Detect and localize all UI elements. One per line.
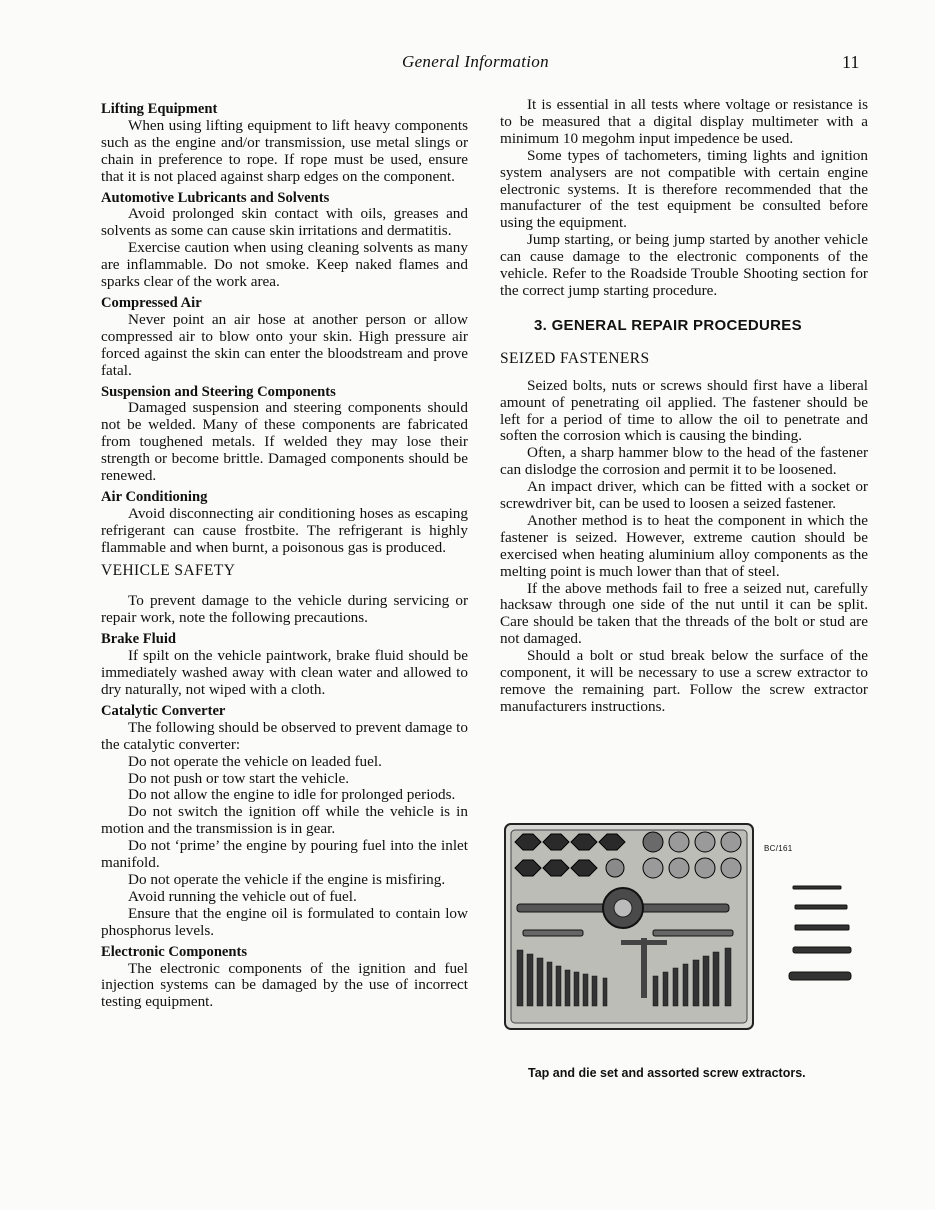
paragraph: Avoid prolonged skin contact with oils, greases and solvents as some can cause skin irritations and dermatitis.: [101, 205, 468, 240]
paragraph: If the above methods fail to free a seized nut, carefully hacksaw through one side of the nut until it can be split. Care should be taken that the threads of the bolt or stud are not damaged.: [500, 579, 868, 648]
section-air-conditioning: [101, 489, 468, 557]
section-brake-fluid: [101, 631, 468, 699]
heading-lubricants: Automotive Lubricants and Solvents: [101, 189, 330, 206]
heading-lifting-equipment: Lifting Equipment: [101, 101, 218, 117]
heading-air-conditioning: Air Conditioning: [101, 488, 208, 505]
paragraph: Do not ‘prime’ the engine by pouring fuel into the inlet manifold.: [101, 837, 468, 872]
heading-compressed-air: Compressed Air: [101, 294, 202, 311]
screw-extractor-set: [789, 886, 851, 980]
section-catalytic-converter: [101, 703, 468, 940]
paragraph: Exercise caution when using cleaning solvents as many are inflammable. Do not smoke. Keep naked flames and sparks clear of the work area.: [101, 239, 468, 291]
tap-and-die-set-figure: [503, 820, 863, 1035]
paragraph: Do not allow the engine to idle for prolonged periods.: [128, 786, 456, 804]
left-column: [101, 101, 468, 1015]
running-title: General Information: [402, 52, 549, 71]
paragraph: Often, a sharp hammer blow to the head of the fastener can dislodge the corrosion and permit it to be loosened.: [500, 444, 868, 479]
paragraph: Should a bolt or stud break below the surface of the component, it will be necessary to use a screw extractor to remove the remaining part. Follow the screw extractor manufacturers instructions.: [500, 647, 868, 715]
page-number: 11: [842, 52, 860, 72]
paragraph: If spilt on the vehicle paintwork, brake fluid should be immediately washed away with clean water and allowed to dry naturally, not wiped with a cloth.: [101, 647, 468, 698]
paragraph: Do not operate the vehicle on leaded fuel.: [128, 752, 382, 770]
section-title-general-repair: 3. GENERAL REPAIR PROCEDURES: [534, 316, 802, 334]
paragraph: Jump starting, or being jump started by another vehicle can cause damage to the electronic components of the vehicle. Refer to the Roadside Trouble Shooting section for the correct jump starting procedure.: [500, 231, 868, 299]
paragraph: Ensure that the engine oil is formulated to contain low phosphorus levels.: [101, 904, 468, 939]
paragraph: The following should be observed to prevent damage to the catalytic converter:: [101, 718, 468, 753]
paragraph: To prevent damage to the vehicle during servicing or repair work, note the following precautions.: [101, 592, 468, 627]
figure-caption: Tap and die set and assorted screw extractors.: [528, 1066, 806, 1080]
paragraph: Another method is to heat the component in which the fastener is seized. However, extreme caution should be exercised when heating aluminium alloy components as the melting point is much lower than that of steel.: [500, 511, 868, 580]
paragraph: Do not push or tow start the vehicle.: [128, 769, 350, 787]
section-vehicle-safety: [101, 563, 468, 628]
paragraph: The electronic components of the ignition and fuel injection systems can be damaged by the use of incorrect testing equipment.: [101, 959, 468, 1011]
paragraph: When using lifting equipment to lift heavy components such as the engine and/or transmission, use metal slings or chain in preference to rope. If rope must be used, ensure that it is not placed against sharp edges on the component.: [101, 116, 468, 185]
section-suspension: [101, 384, 468, 485]
paragraph: Avoid running the vehicle out of fuel.: [128, 887, 357, 905]
heading-electronic-components: Electronic Components: [101, 943, 248, 960]
heading-catalytic-converter: Catalytic Converter: [101, 702, 226, 719]
section-lubricants: [101, 190, 468, 291]
paragraph: It is essential in all tests where voltage or resistance is to be measured that a digital display multimeter with a minimum 10 megohm input impedence be used.: [500, 96, 868, 147]
section-compressed-air: [101, 295, 468, 380]
heading-brake-fluid: Brake Fluid: [101, 631, 177, 648]
paragraph: An impact driver, which can be fitted with a socket or screwdriver bit, can be used to loosen a seized fastener.: [500, 478, 868, 513]
right-column: [500, 97, 868, 716]
heading-suspension: Suspension and Steering Components: [101, 383, 336, 400]
section-lifting-equipment: [101, 101, 468, 186]
paragraph: Avoid disconnecting air conditioning hoses as escaping refrigerant can cause frostbite. The refrigerant is highly flammable and when burnt, a poisonous gas is produced.: [101, 504, 468, 556]
paragraph: Do not switch the ignition off while the vehicle is in motion and the transmission is in gear.: [101, 803, 468, 838]
paragraph: Damaged suspension and steering components should not be welded. Many of these components are fabricated from toughened metals. If welded they may lose their strength or become brittle. Damaged components should be renewed.: [101, 399, 468, 485]
paragraph: Never point an air hose at another person or allow compressed air to blow onto your skin. High pressure air forced against the skin can enter the bloodstream and prove fatal.: [101, 310, 468, 379]
figure-code: BC/161: [764, 844, 793, 853]
section-electronic-components: [101, 944, 468, 1012]
paragraph: Some types of tachometers, timing lights and ignition system analysers are not compatible with certain engine electronic systems. It is therefore recommended that the manufacturer of the test equipment be consulted before using the equipment.: [500, 146, 868, 232]
heading-vehicle-safety: VEHICLE SAFETY: [101, 561, 236, 579]
heading-seized-fasteners: SEIZED FASTENERS: [500, 349, 650, 367]
paragraph: Do not operate the vehicle if the engine is misfiring.: [128, 870, 446, 888]
paragraph: Seized bolts, nuts or screws should first have a liberal amount of penetrating oil applied. The fastener should be left for a period of time to allow the oil to penetrate and soften the corrosion which is causing the binding.: [500, 376, 868, 445]
page-header: [0, 52, 935, 74]
